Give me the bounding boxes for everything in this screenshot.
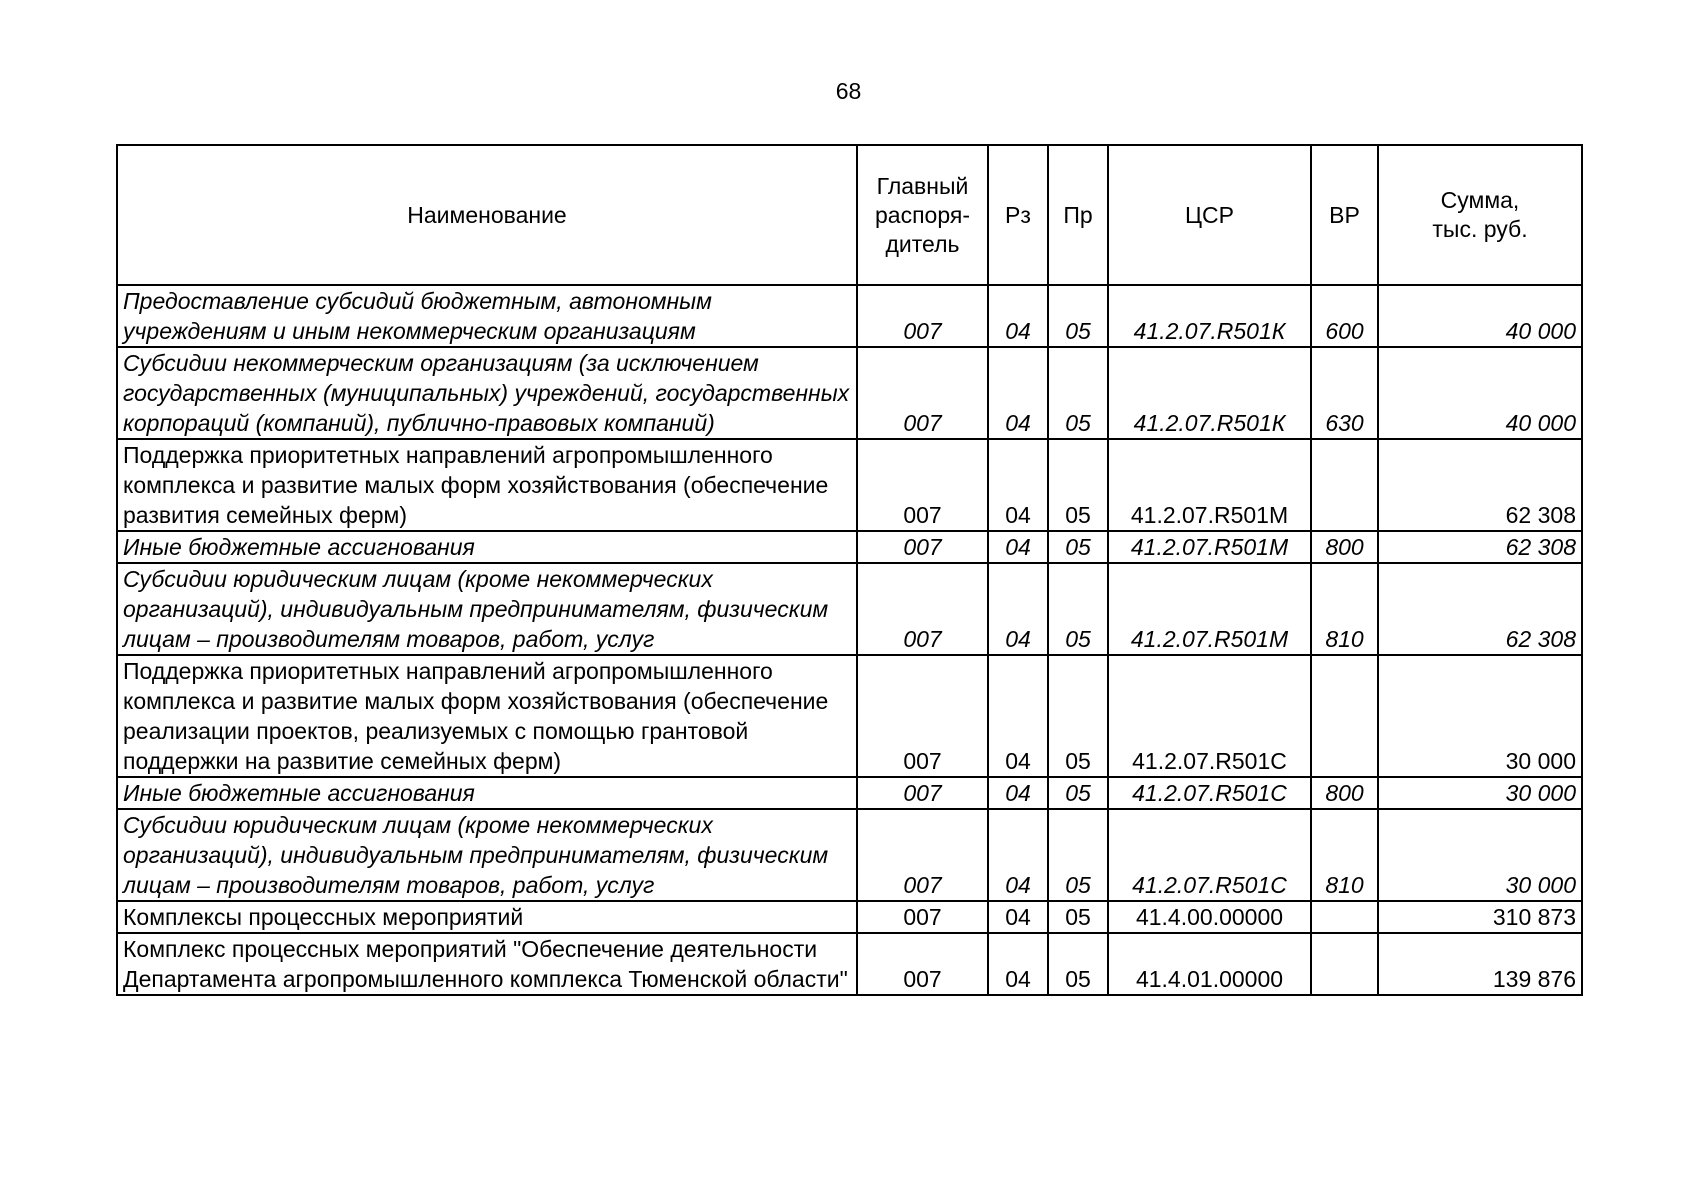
cell-name: Комплекс процессных мероприятий "Обеспечение деятельности Департамента агропромышленного комплекса Тюменской области"	[117, 933, 857, 995]
cell-admin: 007	[857, 285, 988, 347]
cell-sum: 30 000	[1378, 809, 1582, 901]
header-admin: Главный распоря- дитель	[857, 145, 988, 285]
cell-admin: 007	[857, 777, 988, 809]
cell-csr: 41.2.07.R501С	[1108, 777, 1311, 809]
cell-name: Субсидии юридическим лицам (кроме некоммерческих организаций), индивидуальным предпринимателям, физическим лицам – производителям товаров, работ, услуг	[117, 809, 857, 901]
cell-name: Комплексы процессных мероприятий	[117, 901, 857, 933]
cell-sum: 40 000	[1378, 347, 1582, 439]
cell-pr: 05	[1048, 439, 1108, 531]
cell-rz: 04	[988, 933, 1048, 995]
cell-name: Субсидии некоммерческим организациям (за исключением государственных (муниципальных) учреждений, государственных корпораций (компаний), публично-правовых компаний)	[117, 347, 857, 439]
cell-admin: 007	[857, 901, 988, 933]
cell-rz: 04	[988, 347, 1048, 439]
cell-csr: 41.2.07.R501С	[1108, 809, 1311, 901]
cell-name: Субсидии юридическим лицам (кроме некоммерческих организаций), индивидуальным предпринимателям, физическим лицам – производителям товаров, работ, услуг	[117, 563, 857, 655]
cell-vr: 810	[1311, 563, 1378, 655]
cell-admin: 007	[857, 439, 988, 531]
cell-rz: 04	[988, 901, 1048, 933]
page-number: 68	[835, 78, 862, 104]
cell-admin: 007	[857, 933, 988, 995]
table-row	[117, 563, 1582, 655]
cell-vr	[1311, 933, 1378, 995]
cell-vr: 600	[1311, 285, 1378, 347]
cell-rz: 04	[988, 285, 1048, 347]
cell-admin: 007	[857, 809, 988, 901]
cell-csr: 41.2.07.R501М	[1108, 563, 1311, 655]
header-pr: Пр	[1048, 145, 1108, 285]
cell-csr: 41.4.01.00000	[1108, 933, 1311, 995]
cell-sum: 30 000	[1378, 655, 1582, 777]
cell-name: Иные бюджетные ассигнования	[117, 531, 857, 563]
cell-pr: 05	[1048, 347, 1108, 439]
cell-csr: 41.4.00.00000	[1108, 901, 1311, 933]
cell-sum: 62 308	[1378, 563, 1582, 655]
cell-admin: 007	[857, 347, 988, 439]
table-row	[117, 531, 1582, 563]
cell-pr: 05	[1048, 655, 1108, 777]
table-row	[117, 285, 1582, 347]
header-rz: Рз	[988, 145, 1048, 285]
table-row	[117, 809, 1582, 901]
cell-sum: 310 873	[1378, 901, 1582, 933]
table-row	[117, 347, 1582, 439]
cell-csr: 41.2.07.R501К	[1108, 285, 1311, 347]
cell-admin: 007	[857, 563, 988, 655]
cell-pr: 05	[1048, 777, 1108, 809]
table-row	[117, 901, 1582, 933]
cell-rz: 04	[988, 777, 1048, 809]
cell-vr: 800	[1311, 531, 1378, 563]
header-name: Наименование	[117, 145, 857, 285]
cell-name: Предоставление субсидий бюджетным, автономным учреждениям и иным некоммерческим организациям	[117, 285, 857, 347]
cell-rz: 04	[988, 531, 1048, 563]
header-sum: Сумма, тыс. руб.	[1378, 145, 1582, 285]
cell-rz: 04	[988, 809, 1048, 901]
cell-name: Иные бюджетные ассигнования	[117, 777, 857, 809]
cell-vr: 630	[1311, 347, 1378, 439]
cell-vr	[1311, 901, 1378, 933]
cell-vr: 800	[1311, 777, 1378, 809]
cell-sum: 40 000	[1378, 285, 1582, 347]
cell-vr	[1311, 439, 1378, 531]
cell-vr: 810	[1311, 809, 1378, 901]
cell-name: Поддержка приоритетных направлений агропромышленного комплекса и развитие малых форм хозяйствования (обеспечение реализации проектов, реализуемых с помощью грантовой поддержки на развитие семейных ферм)	[117, 655, 857, 777]
budget-table	[116, 144, 1583, 996]
cell-rz: 04	[988, 563, 1048, 655]
cell-csr: 41.2.07.R501К	[1108, 347, 1311, 439]
cell-rz: 04	[988, 439, 1048, 531]
cell-pr: 05	[1048, 933, 1108, 995]
cell-sum: 62 308	[1378, 439, 1582, 531]
cell-pr: 05	[1048, 563, 1108, 655]
header-csr: ЦСР	[1108, 145, 1311, 285]
cell-name: Поддержка приоритетных направлений агропромышленного комплекса и развитие малых форм хозяйствования (обеспечение развития семейных ферм)	[117, 439, 857, 531]
table-header-row	[117, 145, 1582, 285]
table-row	[117, 439, 1582, 531]
cell-vr	[1311, 655, 1378, 777]
cell-pr: 05	[1048, 531, 1108, 563]
cell-pr: 05	[1048, 809, 1108, 901]
cell-sum: 139 876	[1378, 933, 1582, 995]
cell-admin: 007	[857, 531, 988, 563]
cell-pr: 05	[1048, 285, 1108, 347]
cell-csr: 41.2.07.R501М	[1108, 531, 1311, 563]
header-vr: ВР	[1311, 145, 1378, 285]
table-row	[117, 933, 1582, 995]
table-row	[117, 655, 1582, 777]
cell-sum: 62 308	[1378, 531, 1582, 563]
cell-csr: 41.2.07.R501М	[1108, 439, 1311, 531]
cell-sum: 30 000	[1378, 777, 1582, 809]
cell-rz: 04	[988, 655, 1048, 777]
cell-admin: 007	[857, 655, 988, 777]
table-row	[117, 777, 1582, 809]
cell-csr: 41.2.07.R501С	[1108, 655, 1311, 777]
cell-pr: 05	[1048, 901, 1108, 933]
